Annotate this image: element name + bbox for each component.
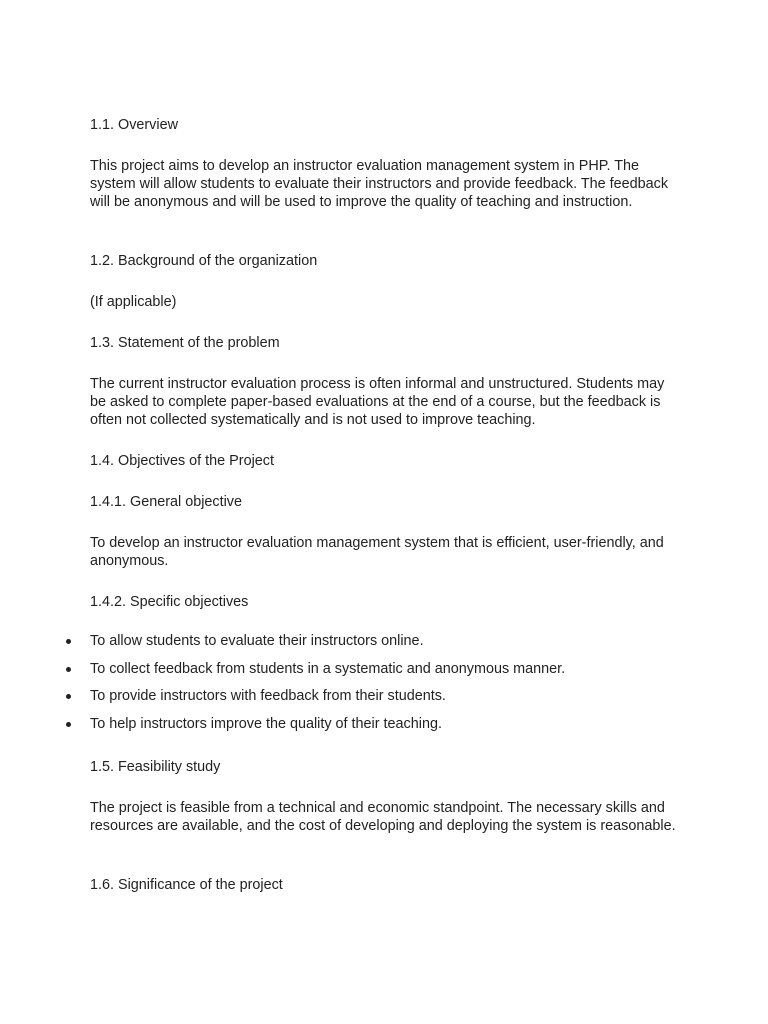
problem-paragraph: The current instructor evaluation process is often informal and unstructured. Students may be asked to complete paper-based evaluations at the end of a course, but the feedback is often not collected systematically and is not used to improve teaching. xyxy=(90,376,665,428)
bullet-icon xyxy=(66,694,71,699)
background-paragraph: (If applicable) xyxy=(90,294,177,310)
specific-objectives-list xyxy=(0,632,700,742)
list-item xyxy=(0,660,700,688)
section-heading-specific-objectives: 1.4.2. Specific objectives xyxy=(90,594,249,610)
bullet-icon xyxy=(66,722,71,727)
general-objective-paragraph: To develop an instructor evaluation management system that is efficient, user-friendly, and anonymous. xyxy=(90,535,664,569)
bullet-icon xyxy=(66,667,71,672)
list-item-text: To help instructors improve the quality of their teaching. xyxy=(90,715,442,732)
list-item-text: To provide instructors with feedback from their students. xyxy=(90,688,446,704)
list-item-text: To collect feedback from students in a systematic and anonymous manner. xyxy=(90,660,566,677)
section-heading-problem: 1.3. Statement of the problem xyxy=(90,335,280,351)
section-heading-background: 1.2. Background of the organization xyxy=(90,253,318,269)
list-item xyxy=(0,632,700,660)
list-item-text: To allow students to evaluate their instructors online. xyxy=(90,633,424,649)
overview-paragraph: This project aims to develop an instructor evaluation management system in PHP. The system will allow students to evaluate their instructors and provide feedback. The feedback will be anonymous and will be used to improve the quality of teaching and instruction. xyxy=(90,158,669,210)
section-heading-overview: 1.1. Overview xyxy=(90,117,178,133)
section-heading-objectives: 1.4. Objectives of the Project xyxy=(90,453,274,469)
bullet-icon xyxy=(66,639,71,644)
section-heading-feasibility: 1.5. Feasibility study xyxy=(90,759,221,775)
list-item xyxy=(0,687,700,715)
section-heading-significance: 1.6. Significance of the project xyxy=(90,877,283,893)
feasibility-paragraph: The project is feasible from a technical and economic standpoint. The necessary skills and resources are available, and the cost of developing and deploying the system is reasonable. xyxy=(90,800,676,834)
section-heading-general-objective: 1.4.1. General objective xyxy=(90,494,242,510)
list-item xyxy=(0,715,700,743)
